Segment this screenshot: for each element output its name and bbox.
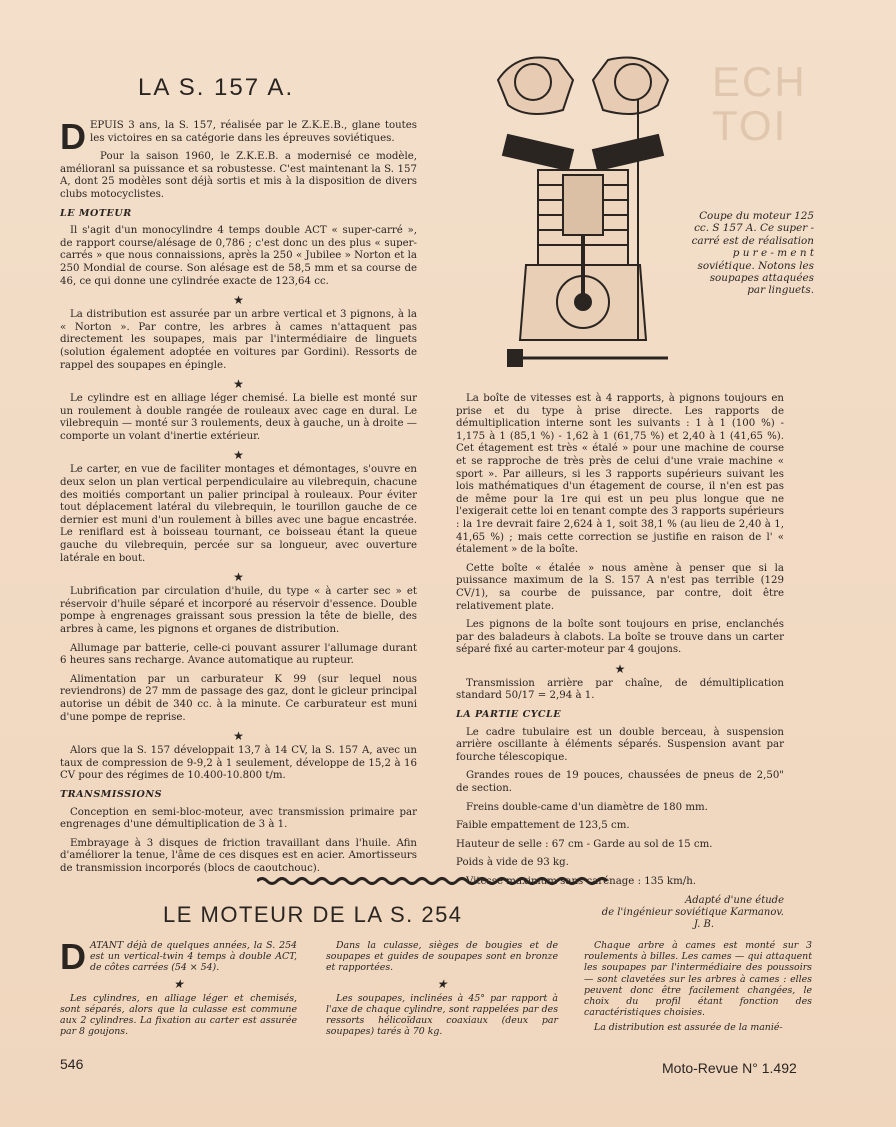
paragraph: Grandes roues de 19 pouces, chaussées de pneus de 2,50" de section.: [456, 770, 784, 795]
right-column: [456, 393, 784, 931]
paragraph: Freins double-came d'un diamètre de 180 mm.: [466, 801, 708, 813]
attribution: Adapté d'une étude de l'ingénieur soviétique Karmanov. J. B.: [601, 894, 784, 930]
second-article-title: LE MOTEUR DE LA S. 254: [163, 902, 463, 927]
wavy-divider: [257, 876, 607, 886]
section-heading-partie-cycle: LA PARTIE CYCLE: [456, 709, 562, 721]
star-separator: ★: [436, 976, 448, 991]
section-heading-moteur: LE MOTEUR: [60, 207, 132, 219]
paragraph: Vitesse maximum sans carénage : 135 km/h.: [466, 876, 696, 887]
paragraph: Chaque arbre à cames est monté sur 3 roulements à billes. Les cames — qui attaquent les soupapes par l'intermédiaire des poussoirs — sont clavetées sur les arbres à cames : elles peuvent donc être facilement changées, le choix du profil étant fonction des caractéristiques choisies.: [584, 940, 812, 1019]
paragraph: Alors que la S. 157 développait 13,7 à 14 CV, la S. 157 A, avec un taux de compression de 9-9,2 à 1 seulement, développe de 15,2 à 16 CV pour des régimes de 10.400-10.800 t/m.: [60, 745, 417, 782]
left-column: [60, 116, 417, 882]
paragraph: Hauteur de selle : 67 cm - Garde au sol de 15 cm.: [456, 838, 713, 850]
paragraph: Pour la saison 1960, le Z.K.E.B. a modernisé ce modèle, amélioranl sa puissance et sa robustesse. C'est maintenant la S. 157 A, dont 25 modèles sont déjà sortis et mis à la disposition de divers clubs motocyclistes.: [60, 151, 417, 200]
paragraph: La distribution est assurée par un arbre vertical et 3 pignons, à la « Norton ». Par contre, les arbres à cames n'attaquent pas directement les soupapes, mais par l'intermédiaire de linguets (solution également adoptée en voitures par Gordini). Ressorts de rappel des soupapes en épingle.: [60, 309, 417, 371]
star-separator: ★: [173, 976, 184, 991]
intro-paragraph: DATANT déjà de quelques années, la S. 254 est un vertical-twin 4 temps à double ACT, de côtes carrées (54 × 54).: [60, 936, 297, 977]
paragraph: Lubrification par circulation d'huile, du type « à carter sec » et réservoir d'huile séparé et incorporé au réservoir d'essence. Double pompe à engrenages graissant sous pression la tête de bielle, des arbres à came, les pignons et organes de distribution.: [60, 586, 417, 635]
page-number: 546: [60, 1056, 84, 1072]
background-bleed-text: ECH TOI: [712, 58, 807, 149]
star-separator: ★: [233, 729, 244, 744]
star-separator: ★: [233, 377, 244, 392]
article-title: LA S. 157 A.: [138, 74, 295, 101]
figure-caption: Coupe du moteur 125 cc. S 157 A. Ce super - carré est de réalisation p u r e - m e n t soviétique. Notons les soupapes attaquées par linguets.: [691, 210, 814, 297]
bottom-column-3: [584, 940, 812, 1038]
paragraph: Conception en semi-bloc-moteur, avec transmission primaire par engrenages d'une démultiplication de 3 à 1.: [60, 806, 417, 831]
paragraph: Les soupapes, inclinées à 45° par rapport à l'axe de chaque cylindre, sont rappelées par des ressorts hélicoïdaux coaxiaux (deux par soupapes) tarés à 70 kg.: [326, 992, 558, 1038]
drop-cap: D: [60, 936, 86, 977]
paragraph: Le carter, en vue de faciliter montages et démontages, s'ouvre en deux selon un plan vertical perpendiculaire au vilebrequin, chacune des moitiés comportant un palier principal à rouleaux. Pour éviter tout déplacement latéral du vilebrequin, le tourillon gauche de ce dernier est muni d'un roulement à billes avec une bague encastrée. Le reniflard est à boisseau tournant, ce boisseau étant la queue gauche du vilebrequin, percée sur sa longueur, avec ouverture latérale en bout.: [60, 464, 417, 564]
bottom-column-1: [60, 936, 297, 1041]
drop-cap: D: [60, 116, 86, 157]
paragraph: Il s'agit d'un monocylindre 4 temps double ACT « super-carré », de rapport course/alésage de 0,786 ; c'est donc un des plus « super-carrés » que nous connaissions, après la 250 « Jubilee » Norton et la 250 Mondial de course. Son alésage est de 58,5 mm et sa course de 46, ce qui donne une cylindrée exacte de 123,64 cc.: [60, 225, 417, 287]
paragraph: Le cadre tubulaire est un double berceau, à suspension arrière oscillante à éléments séparés. Suspension avant par fourche télescopique.: [456, 726, 784, 763]
bottom-column-2: [326, 940, 558, 1041]
paragraph: Les pignons de la boîte sont toujours en prise, enclanchés par des baladeurs à clabots. La boîte se trouve dans un carter séparé fixé au carter-moteur par 4 goujons.: [456, 619, 784, 656]
paragraph: Faible empattement de 123,5 cm.: [456, 820, 630, 832]
paragraph: La boîte de vitesses est à 4 rapports, à pignons toujours en prise et du type à prise directe. Les rapports de démultiplication interne sont les suivants : 1 à 1 (100 %) - 1,175 à 1 (85,1 %) - 1,62 à 1 (61,75 %) et 2,40 à 1 (41,65 %). Cet étagement est très « étalé » pour une machine de course et se rapproche de très près de celui d'une vraie machine « sport ». Par ailleurs, si les 3 rapports supérieurs suivant les lois mathématiques d'un étagement de course, il n'en est pas de même pour la 1re qui est un peu plus longue que ne l'exigerait cette loi en tenant compte des 3 rapports supérieurs : la 1re devrait faire 2,624 à 1, soit 38,1 % (au lieu de 2,40 à 1, 41,65 %) ; mais cette correction se justifie en raison de l' « étalement » de la boîte.: [456, 393, 784, 556]
star-separator: ★: [233, 448, 244, 463]
intro-paragraph: DEPUIS 3 ans, la S. 157, réalisée par le Z.K.E.B., glane toutes les victoires en sa catégorie dans les épreuves soviétiques.: [60, 116, 417, 157]
star-separator: ★: [233, 570, 244, 585]
paragraph: Poids à vide de 93 kg.: [456, 857, 569, 869]
section-heading-transmissions: TRANSMISSIONS: [60, 788, 163, 800]
paragraph: Cette boîte « étalée » nous amène à penser que si la puissance maximum de la S. 157 A n'est pas terrible (129 CV/1), sa courbe de puissance, par contre, doit être relativement plate.: [456, 562, 784, 612]
star-separator: ★: [614, 661, 626, 676]
paragraph: Les cylindres, en alliage léger et chemisés, sont séparés, alors que la culasse est commune aux 2 cylindres. La fixation au carter est assurée par 8 goujons.: [60, 992, 297, 1038]
paragraph: Dans la culasse, sièges de bougies et de soupapes et guides de soupapes sont en bronze et rapportées.: [326, 940, 558, 974]
paragraph: Allumage par batterie, celle-ci pouvant assurer l'allumage durant 6 heures sans recharge. Avance automatique au rupteur.: [60, 642, 417, 667]
paragraph: Alimentation par un carburateur K 99 (sur lequel nous reviendrons) de 27 mm de passage des gaz, dont le gicleur principal autorise un débit de 340 cc. à la minute. Ce carburateur est muni d'une pompe de reprise.: [60, 673, 417, 723]
magazine-footer: Moto-Revue N° 1.492: [662, 1060, 797, 1076]
paragraph: La distribution est assurée de la manié-: [594, 1022, 783, 1034]
star-separator: ★: [233, 293, 244, 308]
paragraph: Le cylindre est en alliage léger chemisé. La bielle est monté sur un roulement à double rangée de rouleaux avec cage en dural. Le vilebrequin — monté sur 3 roulements, deux à gauche, un à droite — comporte un volant d'inertie extérieur.: [60, 393, 417, 442]
engine-cutaway-illustration: [478, 40, 688, 385]
paragraph: Transmission arrière par chaîne, de démultiplication standard 50/17 = 2,94 à 1.: [456, 677, 784, 702]
paragraph: Embrayage à 3 disques de friction travaillant dans l'huile. Afin d'améliorer la tenue, l'âme de ces disques est en acier. Amortisseurs de transmission incorporés (blocs de caoutchouc).: [60, 837, 417, 874]
